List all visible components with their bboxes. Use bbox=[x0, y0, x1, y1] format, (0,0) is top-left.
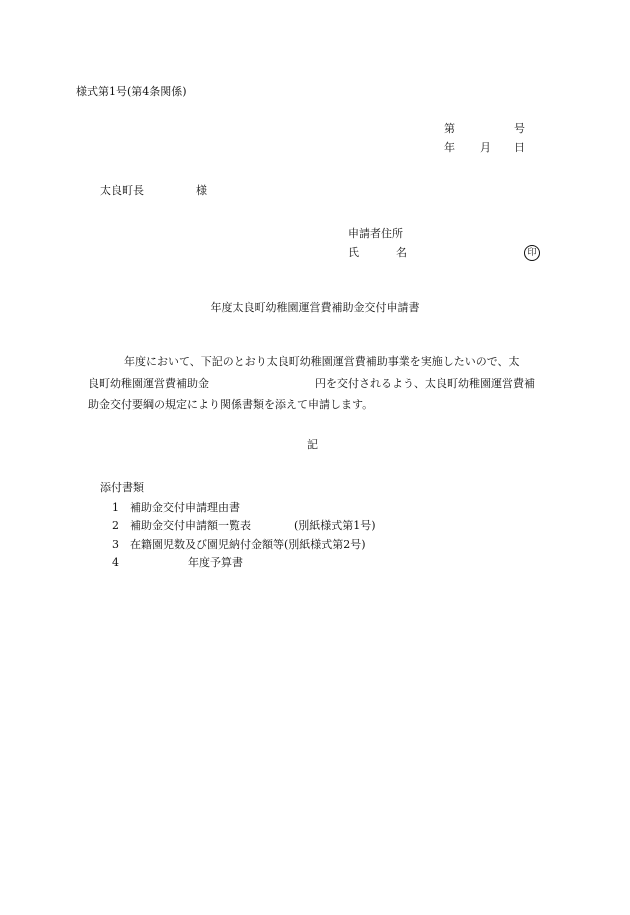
ki-heading: 記 bbox=[307, 438, 318, 451]
attachment-num-4: 4 bbox=[112, 556, 119, 569]
date-day: 日 bbox=[514, 141, 525, 154]
applicant-address-label: 申請者住所 bbox=[348, 227, 403, 240]
date-year: 年 bbox=[444, 141, 455, 154]
attachment-text-4: 年度予算書 bbox=[188, 556, 243, 569]
attachment-note-2: (別紙様式第1号) bbox=[294, 519, 376, 532]
attachment-text-2: 補助金交付申請額一覧表 bbox=[130, 519, 251, 532]
body-line-1: 年度において、下記のとおり太良町幼稚園運営費補助事業を実施したいので、太 bbox=[124, 355, 520, 368]
attachment-num-1: 1 bbox=[112, 501, 119, 514]
attachments-heading: 添付書類 bbox=[100, 481, 144, 494]
date-month: 月 bbox=[480, 141, 491, 154]
doc-number-prefix: 第 bbox=[444, 122, 455, 135]
attachment-num-2: 2 bbox=[112, 519, 119, 532]
body-line-3: 助金交付要綱の規定により関係書類を添えて申請します。 bbox=[88, 398, 374, 411]
attachment-text-3: 在籍園児数及び園児納付金額等(別紙様式第2号) bbox=[130, 538, 366, 551]
form-number: 様式第1号(第4条関係) bbox=[76, 85, 187, 98]
body-line-2-part-1: 良町幼稚園運営費補助金 bbox=[88, 377, 209, 390]
attachment-num-3: 3 bbox=[112, 538, 119, 551]
addressee-honorific: 様 bbox=[196, 184, 207, 197]
doc-number-suffix: 号 bbox=[514, 122, 525, 135]
body-line-2-part-2: 円を交付されるよう、太良町幼稚園運営費補 bbox=[315, 377, 535, 390]
attachment-text-1: 補助金交付申請理由書 bbox=[130, 501, 240, 514]
applicant-name-label-2: 名 bbox=[396, 246, 407, 259]
applicant-name-label-1: 氏 bbox=[348, 246, 359, 259]
seal-mark-icon: 印 bbox=[524, 245, 540, 261]
document-title: 年度太良町幼稚園運営費補助金交付申請書 bbox=[210, 301, 420, 314]
addressee-name: 太良町長 bbox=[100, 184, 144, 197]
